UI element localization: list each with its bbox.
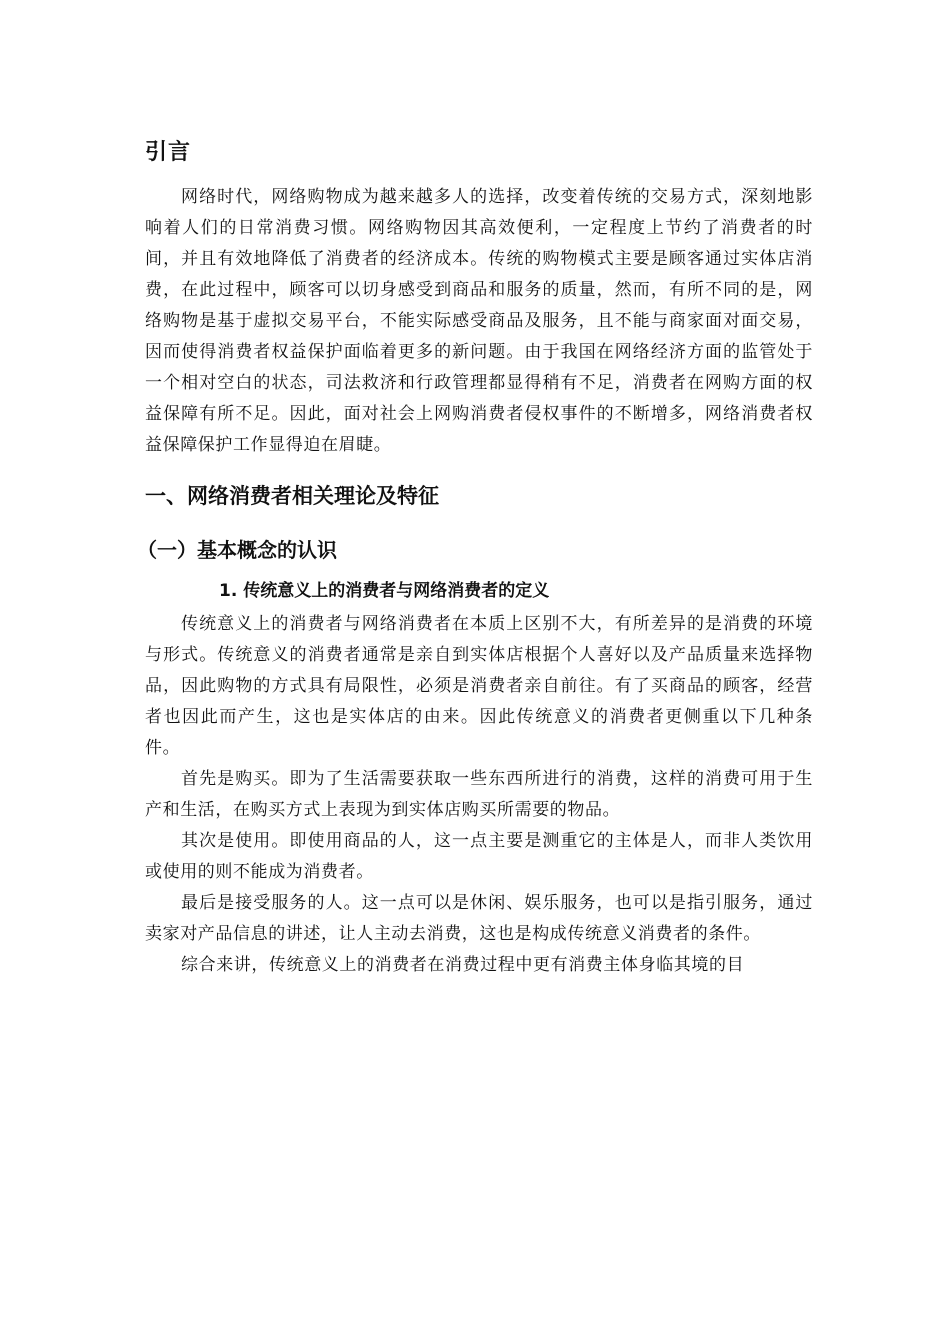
body-paragraph: 综合来讲，传统意义上的消费者在消费过程中更有消费主体身临其境的目 <box>181 955 745 975</box>
section-heading: 一、网络消费者相关理论及特征 <box>145 484 439 508</box>
document-content <box>137 130 813 981</box>
subsection-heading: （一）基本概念的认识 <box>137 538 337 562</box>
body-paragraph: 传统意义上的消费者与网络消费者在本质上区别不大，有所差异的是消费的环境与形式。传统意义的消费者通常是亲自到实体店根据个人喜好以及产品质量来选择物品，因此购物的方式具有局限性，必须是消费者亲自前往。有了买商品的顾客，经营者也因此而产生，这也是实体店的由来。因此传统意义的消费者更侧重以下几种条件。 <box>145 614 813 758</box>
body-paragraph: 最后是接受服务的人。这一点可以是休闲、娱乐服务，也可以是指引服务，通过卖家对产品信息的讲述，让人主动去消费，这也是构成传统意义消费者的条件。 <box>145 893 813 944</box>
intro-heading: 引言 <box>145 140 192 165</box>
body-paragraph: 首先是购买。即为了生活需要获取一些东西所进行的消费，这样的消费可用于生产和生活，在购买方式上表现为到实体店购买所需要的物品。 <box>145 769 813 820</box>
intro-paragraph: 网络时代，网络购物成为越来越多人的选择，改变着传统的交易方式，深刻地影响着人们的日常消费习惯。网络购物因其高效便利，一定程度上节约了消费者的时间，并且有效地降低了消费者的经济成本。传统的购物模式主要是顾客通过实体店消费，在此过程中，顾客可以切身感受到商品和服务的质量，然而，有所不同的是，网络购物是基于虚拟交易平台，不能实际感受商品及服务，且不能与商家面对面交易，因而使得消费者权益保护面临着更多的新问题。由于我国在网络经济方面的监管处于一个相对空白的状态，司法救济和行政管理都显得稍有不足，消费者在网购方面的权益保障有所不足。因此，面对社会上网购消费者侵权事件的不断增多，网络消费者权益保障保护工作显得迫在眉睫。 <box>145 187 813 455</box>
subsubsection-heading: 1. 传统意义上的消费者与网络消费者的定义 <box>219 581 550 601</box>
body-paragraph: 其次是使用。即使用商品的人，这一点主要是测重它的主体是人，而非人类饮用或使用的则不能成为消费者。 <box>145 831 813 882</box>
